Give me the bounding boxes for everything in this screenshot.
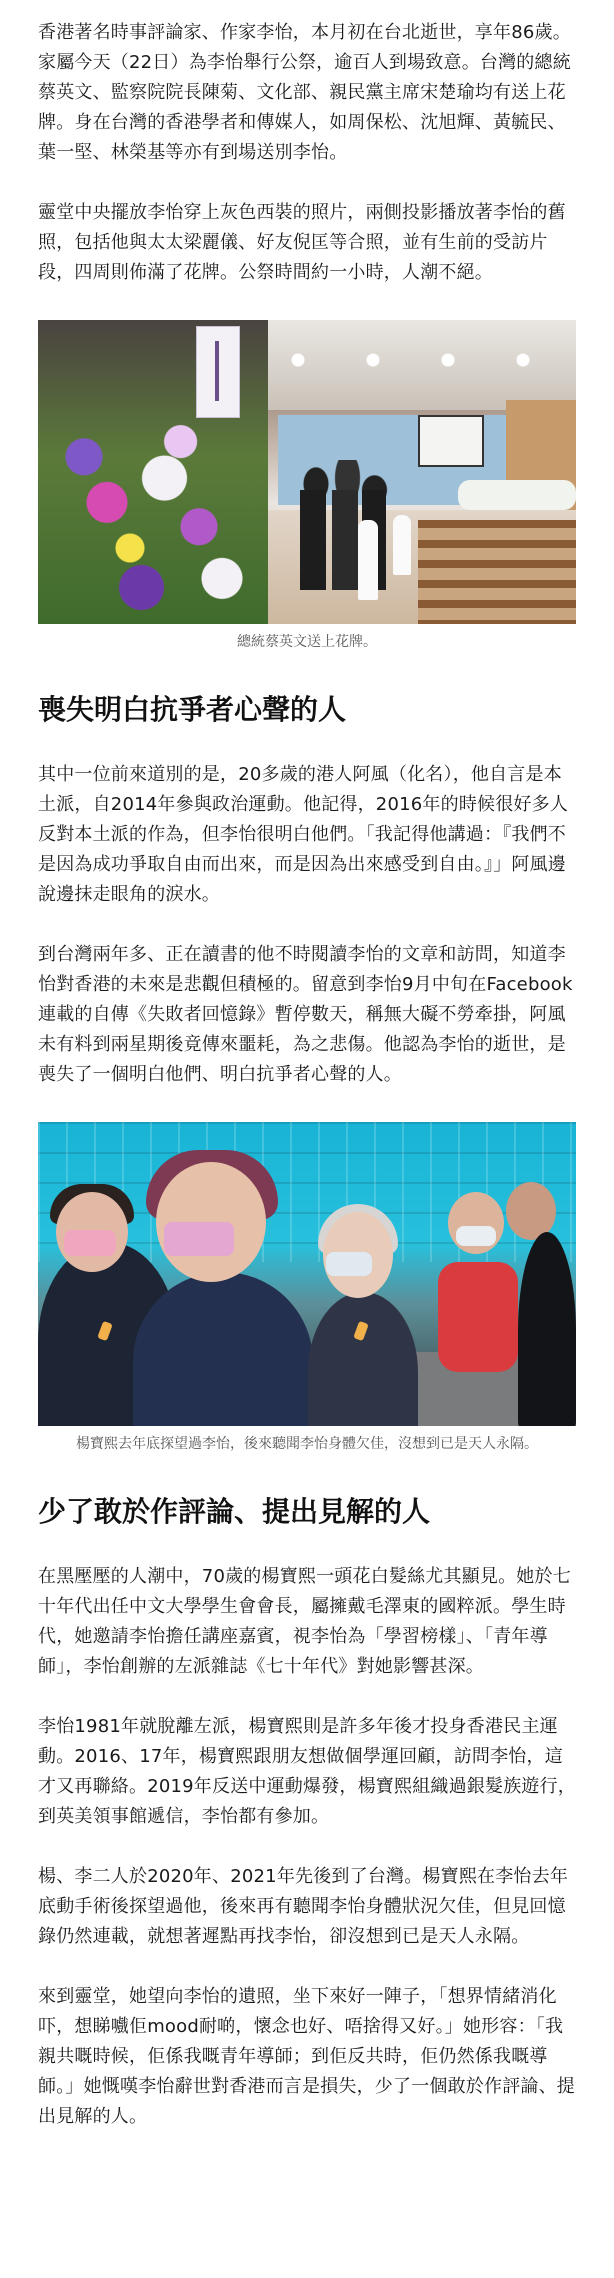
paragraph-yeung-taiwan: 楊、李二人於2020年、2021年先後到了台灣。楊寶熙在李怡去年底動手術後探望過他，後來再有聽聞李怡身體狀況欠佳，但見回憶錄仍然連載，就想著遲點再找李怡，卻沒想到已是天人永隔。 xyxy=(38,1866,569,1947)
paragraph-ah-fung-reading: 到台灣兩年多、正在讀書的他不時閱讀李怡的文章和訪問，知道李怡對香港的未來是悲觀但積極的。留意到李怡9月中旬在Facebook連載的自傳《失敗者回憶錄》暫停數天，稱無大礙不勞牽掛，阿風未有料到兩星期後竟傳來噩耗，為之悲傷。他認為李怡的逝世，是喪失了一個明白他們、明白抗爭者心聲的人。 xyxy=(38,944,573,1085)
paragraph-hall: 靈堂中央擺放李怡穿上灰色西裝的照片，兩側投影播放著李怡的舊照，包括他與太太梁麗儀、好友倪匡等合照，並有生前的受訪片段，四周則佈滿了花牌。公祭時間約一小時，人潮不絕。 xyxy=(38,202,566,283)
photo-memorial-hall xyxy=(38,320,576,624)
paragraph-intro: 香港著名時事評論家、作家李怡，本月初在台北逝世，享年86歲。家屬今天（22日）為李怡舉行公祭，逾百人到場致意。台灣的總統蔡英文、監察院院長陳菊、文化部、親民黨主席宋楚瑜均有送上花牌。身在台灣的香港學者和傳媒人，如周保松、沈旭輝、黃毓民、葉一堅、林榮基等亦有到場送別李怡。 xyxy=(38,22,571,163)
paragraph-ah-fung: 其中一位前來道別的是，20多歲的港人阿風（化名），他自言是本土派，自2014年參與政治運動。他記得，2016年的時候很好多人反對本土派的作為，但李怡很明白他們。「我記得他講過：『我們不是因為成功爭取自由而出來，而是因為出來感受到自由。』」阿風邊說邊抹走眼角的淚水。 xyxy=(38,764,569,905)
section-heading-1: 喪失明白抗爭者心聲的人 xyxy=(38,693,347,726)
caption-mourners: 楊寶熙去年底探望過李怡，後來聽聞李怡身體欠佳，沒想到已是天人永隔。 xyxy=(76,1436,538,1452)
paragraph-yeung-hall: 來到靈堂，她望向李怡的遺照，坐下來好一陣子，「想界情緒消化吓，想睇嚱佢mood耐啲，懷念也好、唔捨得又好。」她形容：「我親共嘅時候，佢係我嘅青年導師；到佢反共時，佢仍然係我嘅導師。」她慨嘆李怡辭世對香港而言是損失，少了一個敢於作評論、提出見解的人。 xyxy=(38,1986,575,2127)
figure-mourners xyxy=(38,1122,576,1454)
paragraph-yeung-intro: 在黑壓壓的人潮中，70歲的楊寶熙一頭花白髮絲尤其顯見。她於七十年代出任中文大學學生會會長，屬擁戴毛澤東的國粹派。學生時代，她邀請李怡擔任講座嘉賓，視李怡為「學習榜樣」、「青年導師」，李怡創辦的左派雜誌《七十年代》對她影響甚深。 xyxy=(38,1566,571,1677)
caption-flower-stand: 總統蔡英文送上花牌。 xyxy=(237,634,377,650)
photo-mourners xyxy=(38,1122,576,1426)
figure-flower-stand xyxy=(38,320,576,652)
section-heading-2: 少了敢於作評論、提出見解的人 xyxy=(38,1495,431,1528)
paragraph-yeung-history: 李怡1981年就脫離左派，楊寶熙則是許多年後才投身香港民主運動。2016、17年，楊寶熙跟朋友想做個學運回顧，訪問李怡，這才又再聯絡。2019年反送中運動爆發，楊寶熙組織過銀髮族遊行，到英美領事館遞信，李怡都有參加。 xyxy=(38,1716,577,1827)
